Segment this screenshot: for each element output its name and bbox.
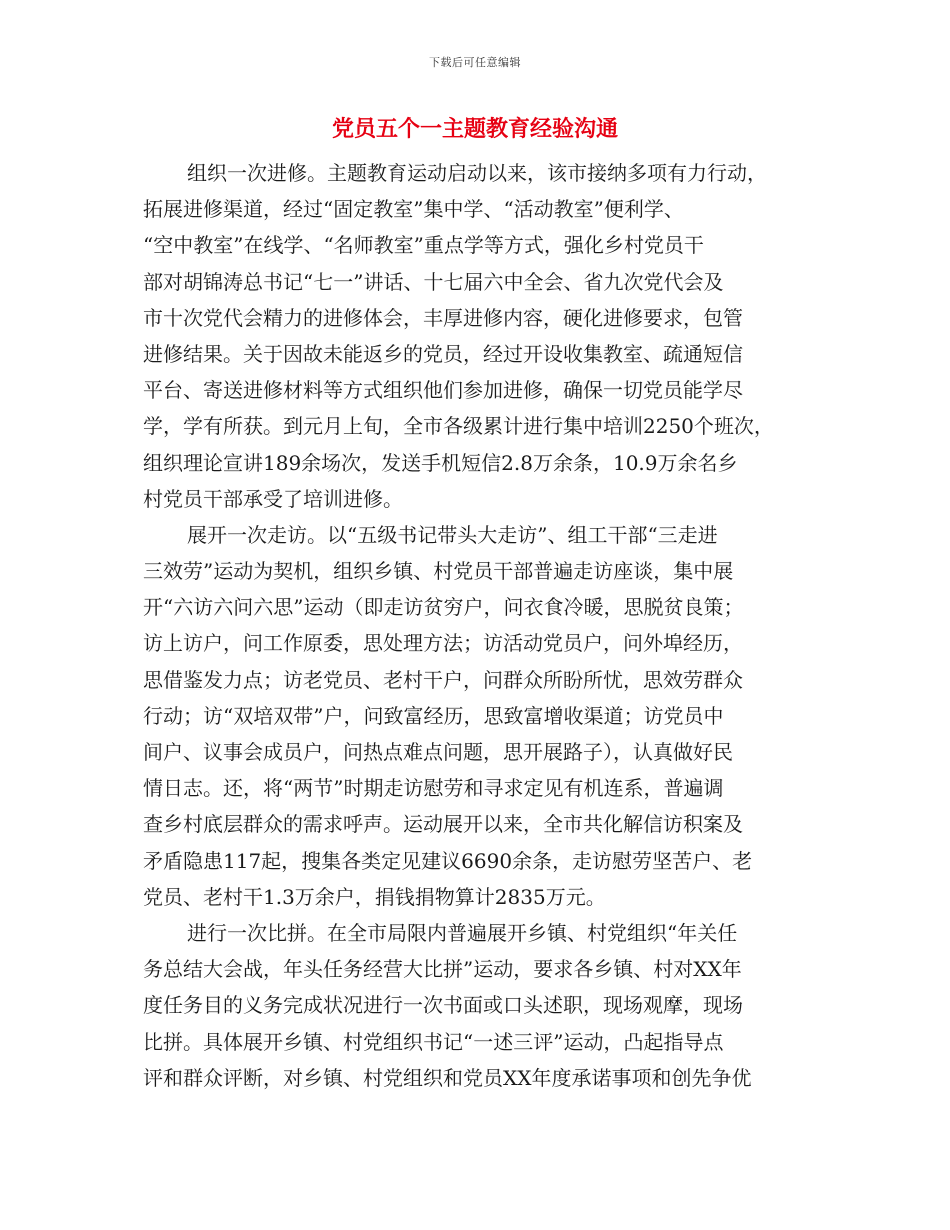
paragraph [143, 915, 813, 1096]
paragraph-line: 情日志。还，将“两节”时期走访慰劳和寻求定见有机连系，普遍调 [143, 776, 724, 801]
paragraph-line: 进修结果。关于因故未能返乡的党员，经过开设收集教室、疏通短信 [143, 341, 743, 366]
paragraph-line: 比拼。具体展开乡镇、村党组织书记“一述三评”运动，凸起指导点 [143, 1029, 724, 1054]
header-note: 下载后可任意编辑 [429, 56, 521, 69]
paragraph-line: “空中教室”在线学、“名师教室”重点学等方式，强化乡村党员干 [143, 233, 704, 258]
paragraph-line: 查乡村底层群众的需求呼声。运动展开以来，全市共化解信访积案及 [143, 812, 743, 837]
paragraph-line: 行动；访“双培双带”户，问致富经历，思致富增收渠道；访党员中 [143, 703, 724, 728]
paragraph-line: 市十次党代会精力的进修体会，丰厚进修内容，硬化进修要求，包管 [143, 305, 743, 330]
paragraph-line: 拓展进修渠道，经过“固定教室”集中学、“活动教室”便利学、 [143, 197, 684, 222]
paragraph [143, 155, 813, 517]
paragraph-line: 组织理论宣讲189余场次，发送手机短信2.8万余条，10.9万余名乡 [143, 450, 738, 475]
paragraph-line: 度任务目的义务完成状况进行一次书面或口头述职，现场观摩，现场 [143, 993, 743, 1018]
paragraph-line: 组织一次进修。主题教育运动启动以来，该市接纳多项有力行动， [187, 161, 767, 185]
paragraph-line: 村党员干部承受了培训进修。 [143, 486, 403, 511]
paragraph [143, 517, 813, 915]
paragraph-line: 进行一次比拼。在全市局限内普遍展开乡镇、村党组织“年关任 [187, 920, 738, 945]
document-body [143, 155, 813, 1096]
paragraph-line: 平台、寄送进修材料等方式组织他们参加进修，确保一切党员能学尽 [143, 378, 743, 403]
document-title: 党员五个一主题教育经验沟通 [331, 116, 618, 142]
paragraph-line: 务总结大会战，年头任务经营大比拼”运动，要求各乡镇、村对XX年 [143, 957, 742, 982]
paragraph-line: 访上访户，问工作原委，思处理方法；访活动党员户，问外埠经历， [143, 631, 743, 656]
paragraph-line: 党员、老村干1.3万余户，捐钱捐物算计2835万元。 [143, 884, 606, 909]
paragraph-line: 学，学有所获。到元月上旬，全市各级累计进行集中培训2250个班次， [143, 414, 774, 439]
paragraph-line: 部对胡锦涛总书记“七一”讲话、十七届六中全会、省九次党代会及 [143, 269, 724, 294]
paragraph-line: 三效劳”运动为契机，组织乡镇、村党员干部普遍走访座谈，集中展 [143, 559, 734, 584]
paragraph-line: 思借鉴发力点；访老党员、老村干户，问群众所盼所忧，思效劳群众 [143, 667, 743, 692]
paragraph-line: 评和群众评断，对乡镇、村党组织和党员XX年度承诺事项和创先争优 [143, 1065, 752, 1090]
paragraph-line: 展开一次走访。以“五级书记带头大走访”、组工干部“三走进 [187, 522, 718, 547]
paragraph-line: 间户、议事会成员户，问热点难点问题，思开展路子），认真做好民 [143, 740, 733, 764]
paragraph-line: 矛盾隐患117起，搜集各类定见建议6690余条，走访慰劳坚苦户、老 [143, 848, 753, 873]
paragraph-line: 开“六访六问六思”运动（即走访贫穷户，问衣食冷暖，思脱贫良策； [143, 595, 744, 620]
